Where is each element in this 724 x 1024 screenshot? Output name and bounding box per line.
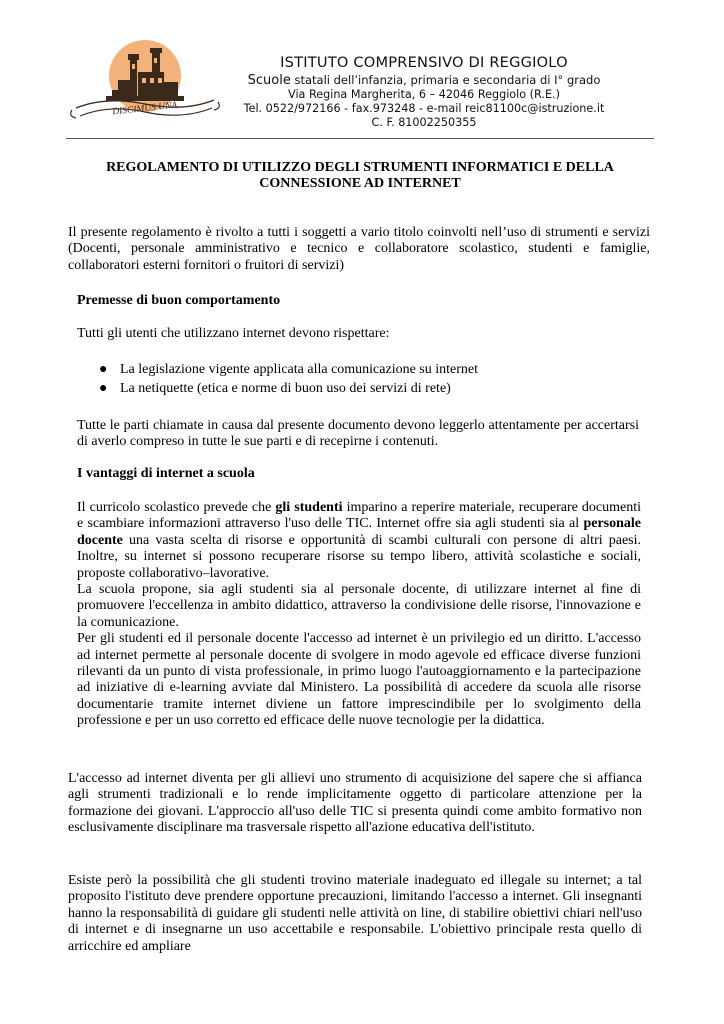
bullet-icon: ● xyxy=(99,381,108,396)
list-item-text: La netiquette (etica e norme di buon uso dei servizi di rete) xyxy=(120,381,451,396)
paragraph-curricolo xyxy=(77,500,641,582)
subtitle-rest: statali dell’infanzia, primaria e secondaria di I° grado xyxy=(290,73,601,87)
bullet-icon: ● xyxy=(99,362,108,377)
emphasis-personale-docente: personale docente xyxy=(77,516,641,548)
section-heading-premesse: Premesse di buon comportamento xyxy=(77,293,281,308)
premesse-lead: Tutti gli utenti che utilizzano internet devono rispettare: xyxy=(77,326,390,341)
premesse-closing: Tutte le parti chiamate in causa dal presente documento devono leggerlo attentamente per accertarsi di averlo compreso in tutte le sue parti e di recepirne i contenuti. xyxy=(77,418,639,450)
logo-motto: DISCIMUS UNA xyxy=(111,100,178,118)
text-run: imparino a reperire materiale, recuperare documenti e scambiare informazioni attraverso l'uso delle TIC. Internet offre sia agli studenti sia al xyxy=(77,500,641,532)
school-logo xyxy=(66,38,224,130)
text-run: Il curricolo scolastico prevede che xyxy=(77,500,276,515)
document-title xyxy=(70,160,650,192)
title-line-1: REGOLAMENTO DI UTILIZZO DEGLI STRUMENTI INFORMATICI E DELLA xyxy=(106,160,614,175)
paragraph-privilegio: Per gli studenti ed il personale docente l'accesso ad internet è un privilegio ed un diritto. L'accesso ad internet permette al personale docente di svolgere in modo agevole ed efficace diverse funzioni rilevanti da un punto di vista professionale, in primo luogo l'autoaggiornamento e la partecipazione ad iniziative di e-learning avviate dal Ministero. La possibilità di accedere da scuola alle risorse documentarie tramite internet diviene un fattore imprescindibile per lo svolgimento della professione e per un uso corretto ed efficace delle nuove tecnologie per la didattica. xyxy=(77,631,641,729)
institute-subtitle xyxy=(226,73,622,88)
emphasis-studenti: gli studenti xyxy=(275,500,343,515)
subtitle-lead: Scuole xyxy=(247,73,291,88)
paragraph-scuola-propone: La scuola propone, sia agli studenti sia al personale docente, di utilizzare internet al fine di promuovere l'eccellenza in ambito didattico, attraverso la condivisione delle risorse, l'innovazione e la comunicazione. xyxy=(77,582,641,630)
premesse-list xyxy=(77,360,637,398)
text-run: una vasta scelta di risorse e opportunità di scambi culturali con persone di altri paesi. Inoltre, su internet si possono recuperare risorse su tempo libero, attività scolastiche e sociali, proposte collaborativo–lavorative. xyxy=(77,532,641,581)
institute-name: ISTITUTO COMPRENSIVO DI REGGIOLO xyxy=(280,54,568,71)
intro-paragraph: Il presente regolamento è rivolto a tutti i soggetti a vario titolo coinvolti nell’uso di strumenti e servizi (Docenti, personale amministrativo e tecnico e collaboratore scolastico, studenti e famiglie, collaboratori esterni fornitori o fruitori di servizi) xyxy=(68,225,650,273)
list-item xyxy=(77,379,637,398)
header-divider xyxy=(66,138,654,139)
paragraph-accesso: L'accesso ad internet diventa per gli allievi uno strumento di acquisizione del sapere che si affianca agli strumenti tradizionali e lo rende implicitamente oggetto di particolare attenzione per la formazione dei giovani. L'approccio all'uso delle TIC si presenta quindi come ambito formativo non esclusivamente disciplinare ma trasversale rispetto all'azione educativa dell'istituto. xyxy=(68,771,642,836)
fiscal-code: C. F. 81002250355 xyxy=(371,116,477,129)
paragraph-esiste: Esiste però la possibilità che gli studenti trovino materiale inadeguato ed illegale su internet; a tal proposito l'istituto deve prendere opportune precauzioni, limitando l'accesso a internet. Gli insegnanti hanno la responsabilità di guidare gli studenti nelle attività on line, di stabilire obiettivi chiari nell'uso di internet e di insegnarne un uso accettabile e responsabile. L'obiettivo principale resta quello di arricchire ed ampliare xyxy=(68,873,642,954)
list-item-text: La legislazione vigente applicata alla comunicazione su internet xyxy=(120,362,479,377)
title-line-2: CONNESSIONE AD INTERNET xyxy=(259,176,461,191)
institute-address: Via Regina Margherita, 6 – 42046 Reggiolo (R.E.) xyxy=(288,88,560,101)
section-heading-vantaggi: I vantaggi di internet a scuola xyxy=(77,466,255,481)
list-item xyxy=(77,360,637,379)
institute-contacts: Tel. 0522/972166 - fax.973248 - e-mail reic81100c@istruzione.it xyxy=(243,102,605,115)
vantaggi-body xyxy=(77,500,641,730)
